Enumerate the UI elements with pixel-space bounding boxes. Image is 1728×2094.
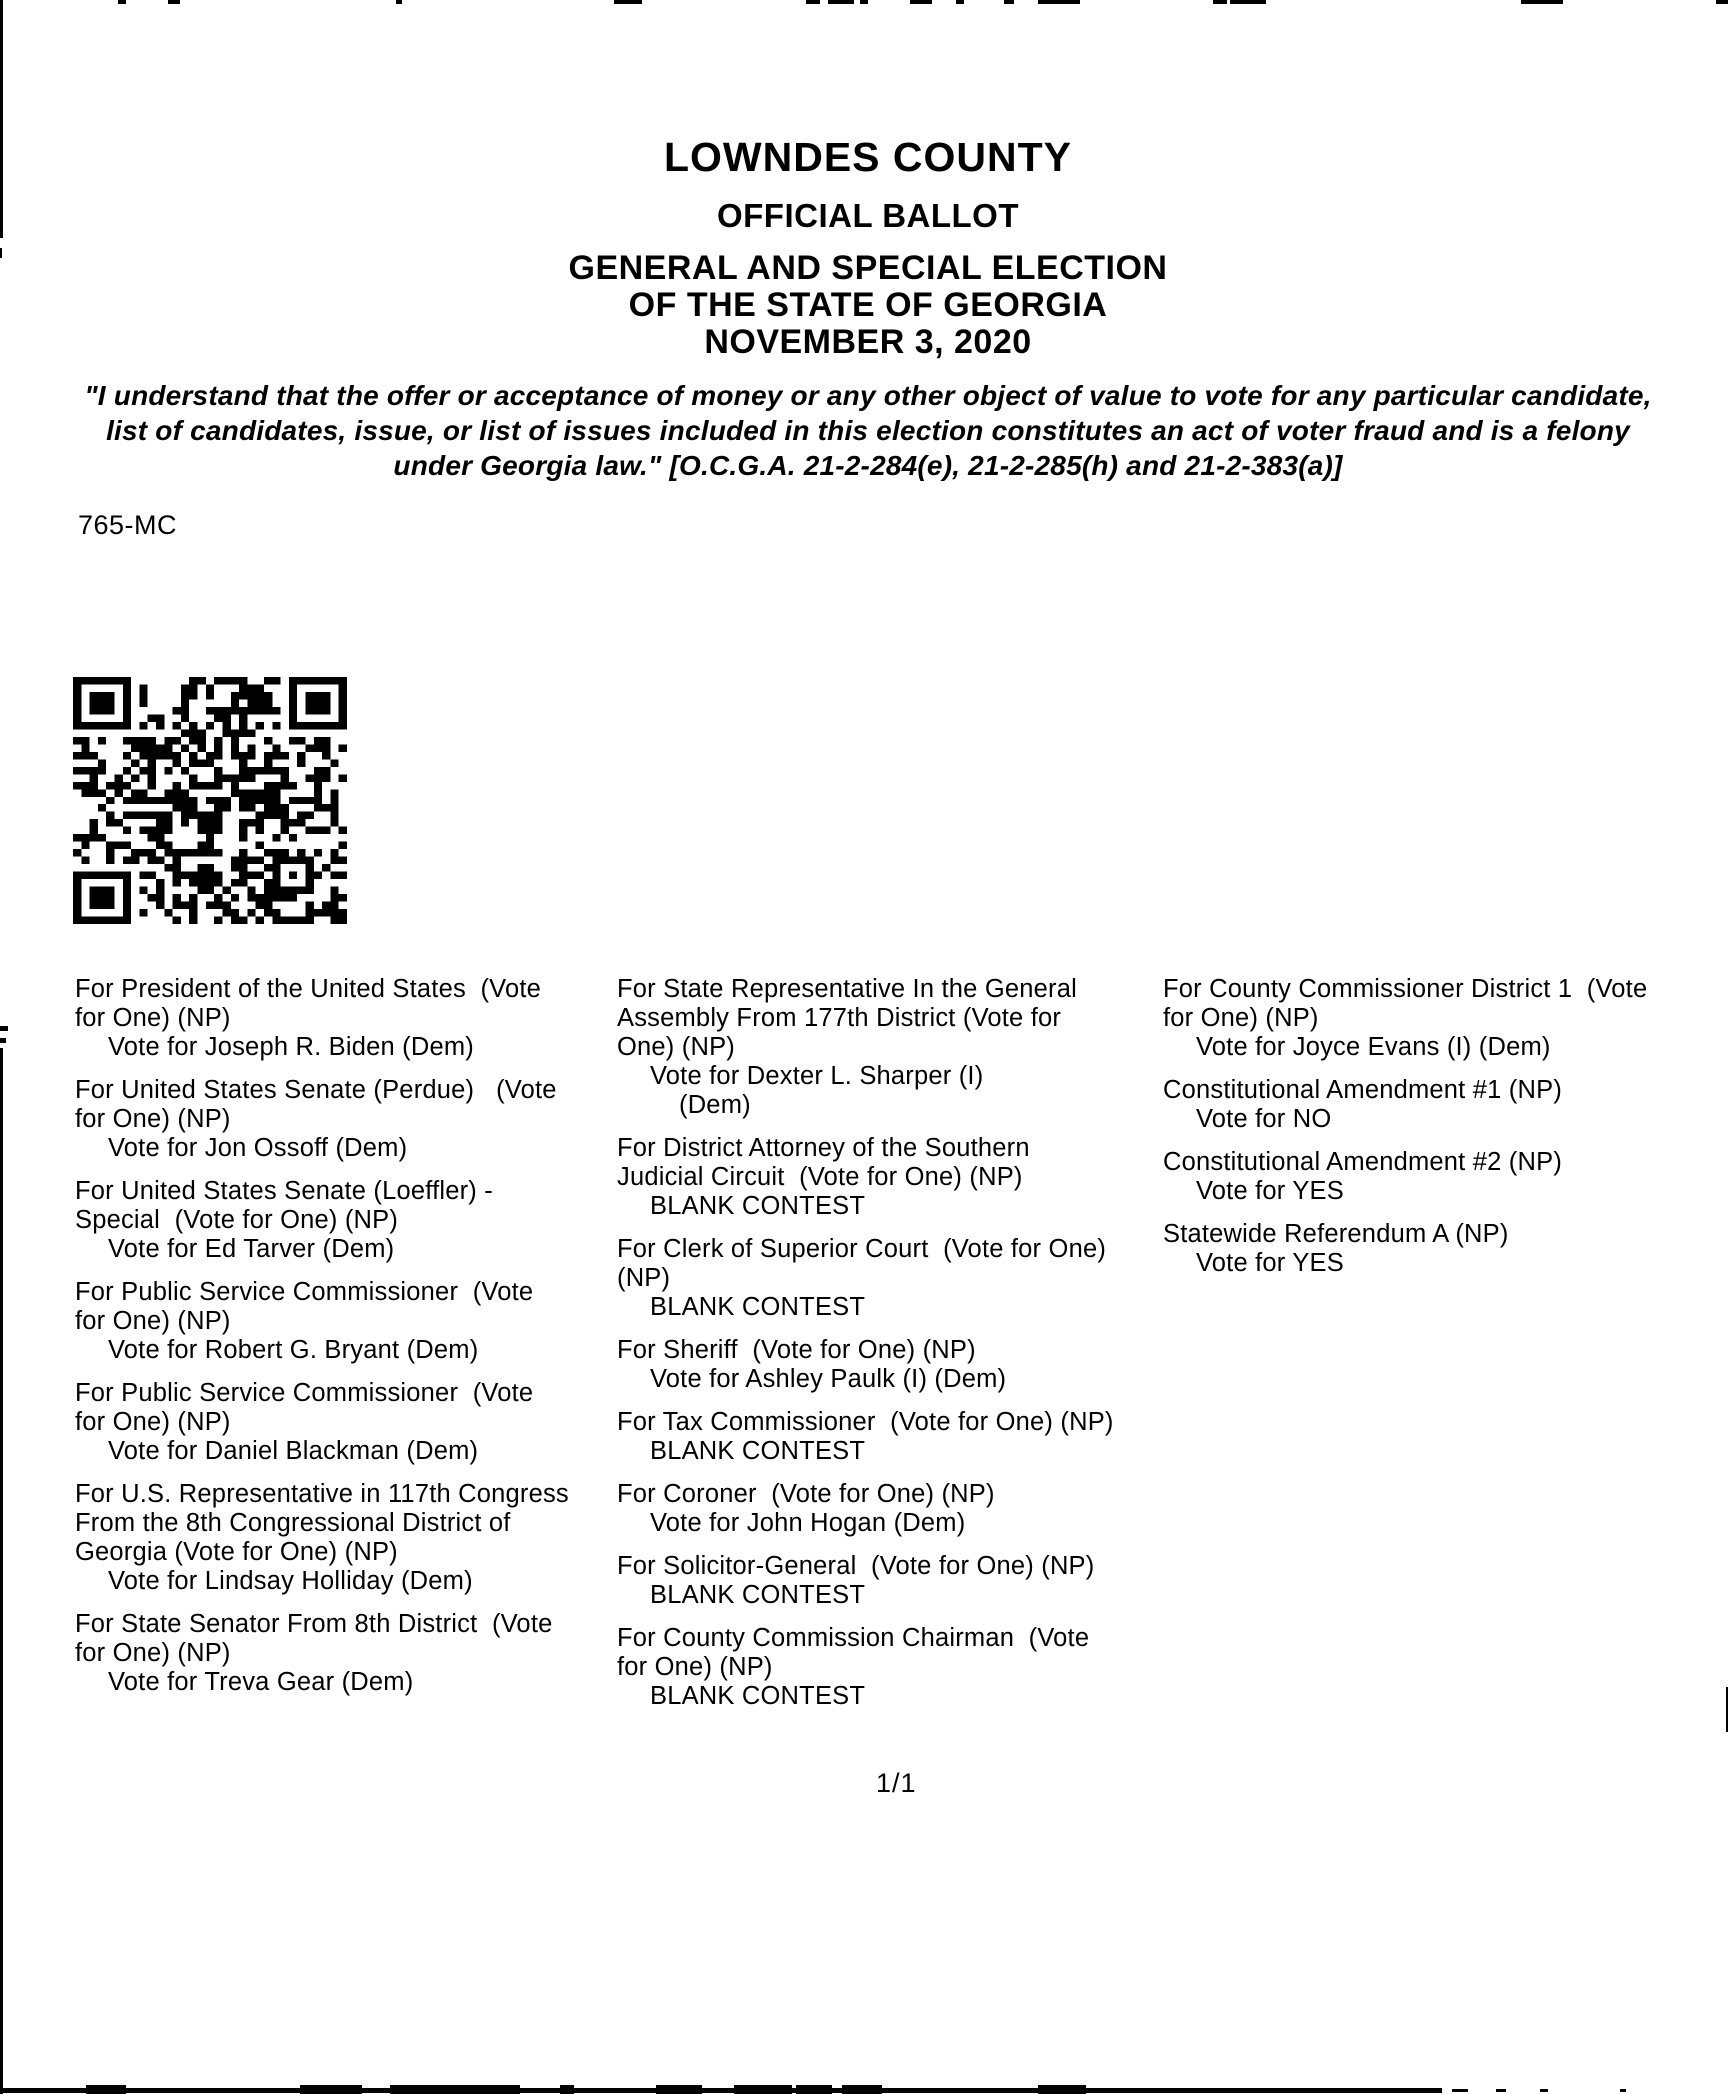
- scan-mark: [1496, 2089, 1506, 2092]
- contest-title-line: Constitutional Amendment #1 (NP): [1163, 1076, 1563, 1104]
- contest-title-line: From the 8th Congressional District of: [75, 1509, 511, 1537]
- scan-mark: [86, 2085, 126, 2094]
- contest-selection-line: BLANK CONTEST: [650, 1192, 866, 1220]
- contest-title-line: One) (NP): [617, 1033, 735, 1061]
- contest-block: [1163, 1220, 1728, 1278]
- contest-title-line: for One) (NP): [1163, 1004, 1319, 1032]
- contest-title-line: Statewide Referendum A (NP): [1163, 1220, 1509, 1248]
- contest-column-3: [1163, 975, 1728, 1292]
- contest-title-line: For President of the United States (Vote: [75, 975, 542, 1003]
- contest-block: [75, 1278, 615, 1365]
- contest-selection-line: Vote for Joyce Evans (I) (Dem): [1196, 1033, 1551, 1061]
- contest-selection-line: Vote for Dexter L. Sharper (I): [650, 1062, 984, 1090]
- scan-mark: [1213, 0, 1227, 4]
- scan-mark: [860, 0, 868, 4]
- scan-mark: [0, 1038, 6, 1043]
- scan-mark: [0, 248, 2, 258]
- scan-mark: [118, 0, 126, 4]
- contest-block: [617, 1624, 1162, 1711]
- contest-column-2: [617, 975, 1162, 1725]
- contest-title-line: For Coroner (Vote for One) (NP): [617, 1480, 995, 1508]
- contest-block: [1163, 975, 1728, 1062]
- contest-title-line: for One) (NP): [617, 1653, 773, 1681]
- contest-title-line: For Tax Commissioner (Vote for One) (NP): [617, 1408, 1114, 1436]
- contest-block: [617, 1336, 1162, 1394]
- contest-selection-line: Vote for NO: [1196, 1105, 1332, 1133]
- scan-mark: [0, 1026, 8, 1031]
- contest-block: [75, 1076, 615, 1163]
- contest-block: [617, 1552, 1162, 1610]
- contest-title-line: For Public Service Commissioner (Vote: [75, 1379, 534, 1407]
- contest-block: [75, 1177, 615, 1264]
- qr-code: [73, 677, 347, 924]
- contest-selection-line: Vote for Joseph R. Biden (Dem): [108, 1033, 475, 1061]
- scan-mark: [1540, 2089, 1548, 2092]
- contest-selection-line: Vote for Jon Ossoff (Dem): [108, 1134, 408, 1162]
- contest-title-line: For U.S. Representative in 117th Congress: [75, 1480, 569, 1508]
- contest-selection-line: BLANK CONTEST: [650, 1682, 866, 1710]
- contest-selection-line: (Dem): [679, 1091, 751, 1119]
- scan-mark: [1230, 0, 1266, 4]
- contest-selection-line: Vote for Daniel Blackman (Dem): [108, 1437, 479, 1465]
- scan-mark: [1716, 0, 1728, 4]
- contest-block: [617, 1235, 1162, 1322]
- fraud-disclaimer: [8, 378, 1728, 483]
- contest-title-line: Judicial Circuit (Vote for One) (NP): [617, 1163, 1023, 1191]
- contest-block: [617, 1134, 1162, 1221]
- contest-title-line: For District Attorney of the Southern: [617, 1134, 1030, 1162]
- scan-mark: [1004, 0, 1014, 4]
- election-date: NOVEMBER 3, 2020: [704, 323, 1032, 361]
- scan-mark: [396, 0, 402, 4]
- contest-selection-line: Vote for Robert G. Bryant (Dem): [108, 1336, 479, 1364]
- contest-selection-line: Vote for YES: [1196, 1177, 1344, 1205]
- contest-block: [75, 975, 615, 1062]
- scan-mark: [0, 2088, 1442, 2093]
- election-title-line2: OF THE STATE OF GEORGIA: [628, 286, 1108, 324]
- election-title: [8, 250, 1728, 361]
- contest-title-line: For Sheriff (Vote for One) (NP): [617, 1336, 976, 1364]
- contest-block: [75, 1480, 615, 1596]
- scan-mark: [910, 0, 932, 4]
- county-title: LOWNDES COUNTY: [663, 134, 1073, 180]
- scan-mark: [1521, 0, 1563, 4]
- contest-selection-line: Vote for Treva Gear (Dem): [108, 1668, 414, 1696]
- contest-selection-line: Vote for John Hogan (Dem): [650, 1509, 966, 1537]
- disclaimer-line: "I understand that the offer or acceptance of money or any other object of value to vote for any particular candidate,: [84, 380, 1652, 411]
- contest-block: [1163, 1076, 1728, 1134]
- contest-selection-line: BLANK CONTEST: [650, 1581, 866, 1609]
- scan-mark: [734, 2085, 792, 2094]
- scan-mark: [806, 0, 820, 4]
- contest-title-line: For County Commission Chairman (Vote: [617, 1624, 1090, 1652]
- contest-block: [1163, 1148, 1728, 1206]
- contest-block: [617, 1480, 1162, 1538]
- contest-title-line: (NP): [617, 1264, 671, 1292]
- election-title-line1: GENERAL AND SPECIAL ELECTION: [568, 249, 1168, 287]
- contest-title-line: for One) (NP): [75, 1105, 231, 1133]
- disclaimer-line: under Georgia law." [O.C.G.A. 21-2-284(e), 21-2-285(h) and 21-2-383(a)]: [393, 450, 1343, 481]
- contest-title-line: For United States Senate (Perdue) (Vote: [75, 1076, 557, 1104]
- contest-title-line: For Public Service Commissioner (Vote: [75, 1278, 534, 1306]
- contest-title-line: for One) (NP): [75, 1408, 231, 1436]
- scan-mark: [480, 2085, 510, 2094]
- disclaimer-line: list of candidates, issue, or list of issues included in this election constitutes an act of voter fraud and is a felony: [106, 415, 1630, 446]
- contest-block: [75, 1379, 615, 1466]
- contest-selection-line: Vote for Ashley Paulk (I) (Dem): [650, 1365, 1007, 1393]
- contest-block: [617, 975, 1162, 1120]
- contest-title-line: for One) (NP): [75, 1639, 231, 1667]
- scan-mark: [1620, 2089, 1626, 2092]
- contest-block: [75, 1610, 615, 1697]
- scan-mark: [168, 0, 180, 4]
- contest-selection-line: Vote for Lindsay Holliday (Dem): [108, 1567, 473, 1595]
- scan-mark: [1452, 2089, 1468, 2092]
- contest-title-line: For United States Senate (Loeffler) -: [75, 1177, 493, 1205]
- contest-title-line: For Clerk of Superior Court (Vote for One): [617, 1235, 1107, 1263]
- contest-title-line: Assembly From 177th District (Vote for: [617, 1004, 1062, 1032]
- scan-mark: [842, 2085, 882, 2094]
- scan-mark: [1038, 2085, 1086, 2094]
- contest-title-line: Georgia (Vote for One) (NP): [75, 1538, 398, 1566]
- contest-title-line: For State Representative In the General: [617, 975, 1077, 1003]
- scan-mark: [1038, 0, 1080, 4]
- contest-selection-line: Vote for Ed Tarver (Dem): [108, 1235, 395, 1263]
- contest-title-line: Special (Vote for One) (NP): [75, 1206, 399, 1234]
- scan-mark: [796, 2085, 832, 2094]
- contest-column-1: [75, 975, 615, 1711]
- scan-mark: [0, 1048, 3, 2094]
- contest-selection-line: BLANK CONTEST: [650, 1437, 866, 1465]
- contest-title-line: For County Commissioner District 1 (Vote: [1163, 975, 1648, 1003]
- scan-mark: [560, 2085, 574, 2094]
- contest-selection-line: BLANK CONTEST: [650, 1293, 866, 1321]
- contest-title-line: for One) (NP): [75, 1004, 231, 1032]
- scan-mark: [0, 0, 3, 238]
- scan-mark: [300, 2085, 362, 2094]
- contest-title-line: for One) (NP): [75, 1307, 231, 1335]
- contest-title-line: For Solicitor-General (Vote for One) (NP): [617, 1552, 1095, 1580]
- scan-mark: [656, 2085, 702, 2094]
- page-number: 1/1: [876, 1768, 917, 1798]
- scan-mark: [828, 0, 854, 4]
- contest-title-line: Constitutional Amendment #2 (NP): [1163, 1148, 1563, 1176]
- contest-selection-line: Vote for YES: [1196, 1249, 1344, 1277]
- contest-block: [617, 1408, 1162, 1466]
- scan-mark: [614, 0, 642, 4]
- contest-title-line: For State Senator From 8th District (Vote: [75, 1610, 553, 1638]
- scan-mark: [956, 0, 964, 4]
- ballot-type-title: OFFICIAL BALLOT: [716, 197, 1020, 234]
- ballot-style-code: 765-MC: [78, 510, 178, 540]
